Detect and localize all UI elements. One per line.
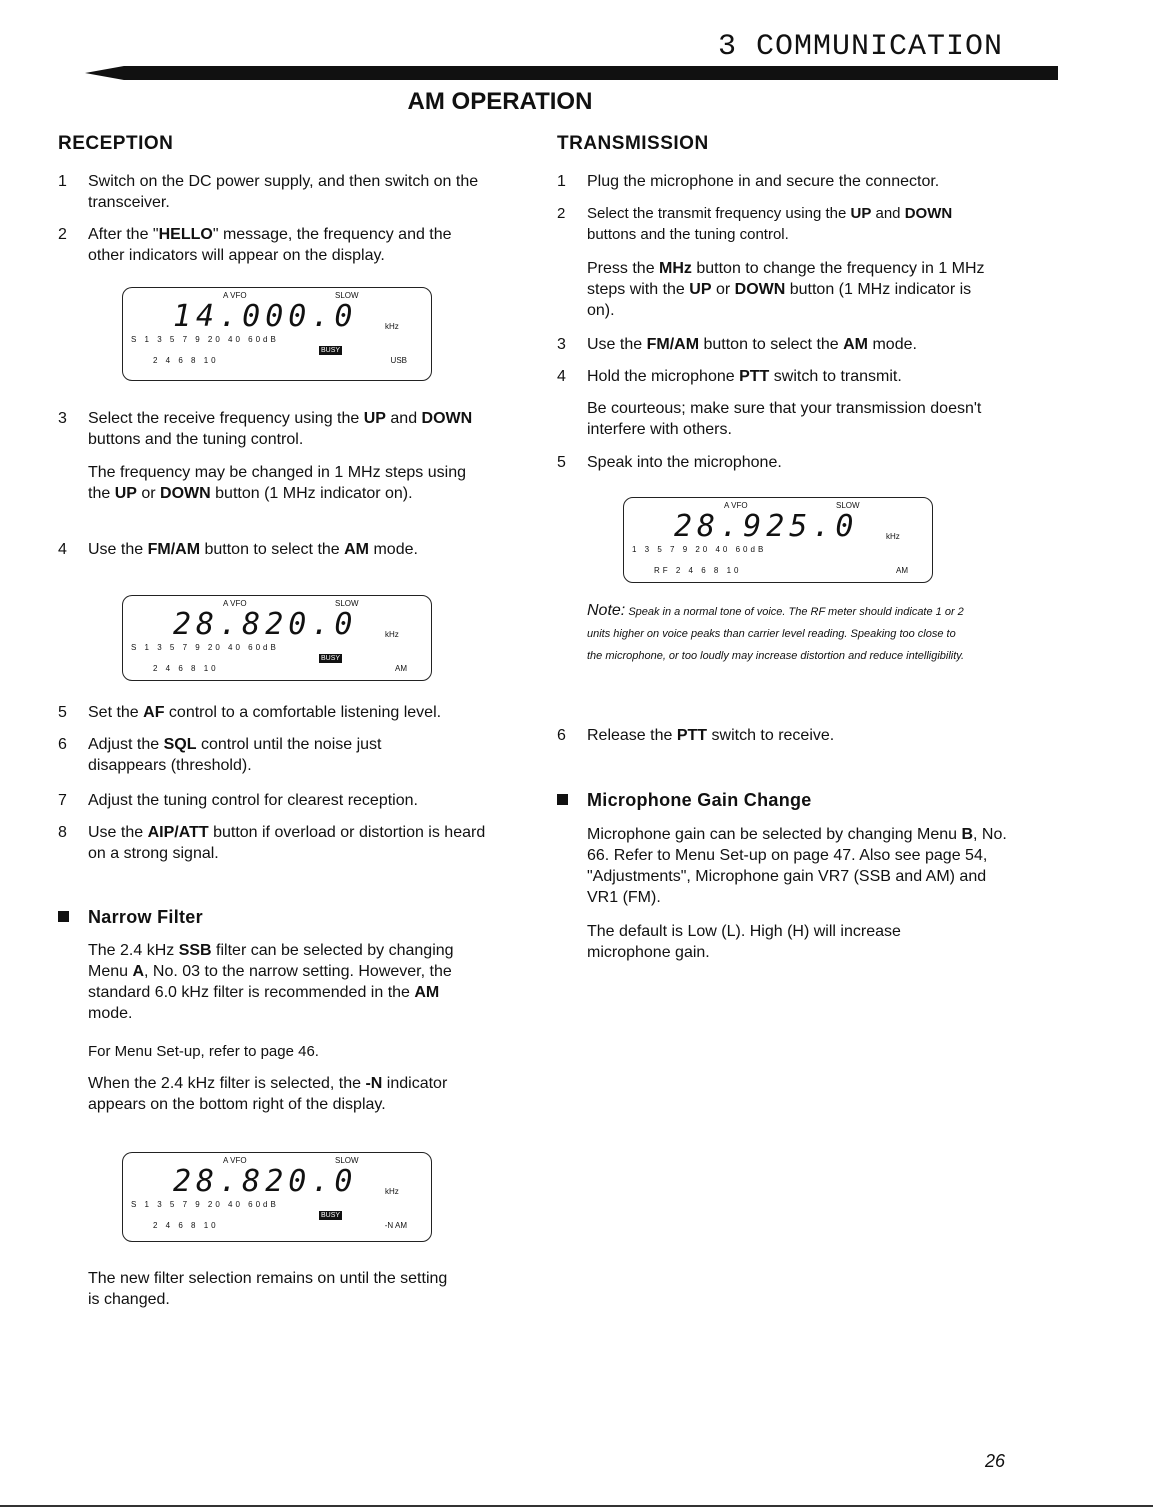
s-meter-scale: S 1 3 5 7 9 20 40 60dB [131,643,279,652]
khz-unit: kHz [385,322,399,331]
text-run: Press the [587,260,660,277]
bold-term: AM [843,336,869,353]
busy-indicator: BUSY [321,655,341,662]
text-run: After the " [88,226,159,243]
slow-indicator: SLOW [836,501,860,510]
text-run: control to a comfortable listening level. [164,704,442,721]
text-run: The new filter selection remains on until the setting is changed. [88,1270,448,1308]
bold-term: UP [689,281,712,298]
vfo-indicator: A VFO [223,291,247,300]
text-run: Speak into the microphone. [587,454,782,471]
bold-term: DOWN [421,410,473,427]
s-meter-scale-lower: 2 4 6 8 10 [153,356,219,365]
bold-term: FM/AM [646,336,700,353]
text-run: Switch on the DC power supply, and then switch on the transceiver. [88,173,479,211]
bullet-square-icon [557,794,568,805]
text-run: switch to receive. [707,727,835,744]
mode-indicator: -N AM [384,1221,407,1230]
text-run: " message, the frequency and the other indicators will appear on the display. [88,226,452,264]
transmission-step [557,334,1007,355]
khz-unit: kHz [385,1187,399,1196]
note-label: Note: [587,602,626,619]
text-run: Set the [88,704,144,721]
step-number: 3 [557,336,566,353]
step-number: 1 [58,173,67,190]
text-run: control until the noise just disappears (threshold). [88,736,382,774]
lcd-display [122,595,432,681]
step-number: 6 [557,727,566,744]
vfo-indicator: A VFO [223,599,247,608]
transmission-step [557,171,1007,192]
frequency-readout: 14.000.0 [173,299,358,334]
text-run: button if overload or distortion is heard on a strong signal. [88,824,486,862]
step-number: 2 [557,205,566,222]
reception-step [88,462,473,504]
note-text: Speak in a normal tone of voice. The RF meter should indicate 1 or 2 units higher on voice peaks than carrier level reading. Speaking too close to the microphone, or too loudly may increase distortion and reduce intelligibility. [587,606,965,662]
reception-step [58,224,488,266]
text-run: and [871,205,905,222]
page-number: 26 [985,1451,1006,1471]
text-run: Microphone gain can be selected by changing Menu [587,826,962,843]
text-run: button (1 MHz indicator on). [210,485,413,502]
step-number: 8 [58,824,67,841]
bold-term: -N [365,1075,383,1092]
bold-term: SSB [178,942,212,959]
text-run: Select the transmit frequency using the [587,205,851,222]
text-run: Use the [88,824,148,841]
text-run: switch to transmit. [769,368,902,385]
mic-gain-heading [587,789,812,811]
bold-term: DOWN [160,485,211,502]
heading-text: Narrow Filter [88,907,203,927]
text-run: The default is Low (L). High (H) will increase microphone gain. [587,923,901,961]
bold-term: DOWN [904,205,953,222]
text-run: When the 2.4 kHz filter is selected, the [88,1075,366,1092]
slow-indicator: SLOW [335,1156,359,1165]
bullet-square-icon [58,911,69,922]
frequency-readout: 28.820.0 [173,607,358,642]
s-meter-scale: 1 3 5 7 9 20 40 60dB [632,545,767,554]
reception-step [58,822,498,864]
reception-step [58,408,478,450]
text-run: , No. 03 to the narrow setting. However, the standard 6.0 kHz filter is recommended in the [88,963,452,1001]
step-number: 6 [58,736,67,753]
note [587,600,972,667]
text-run: Select the receive frequency using the [88,410,364,427]
bold-term: A [132,963,145,980]
transmission-step [557,366,1007,387]
busy-indicator: BUSY [321,1212,341,1219]
text-run: button (1 MHz indicator is on). [587,281,972,319]
bold-term: UP [850,205,872,222]
frequency-readout: 28.925.0 [674,509,859,544]
text-run: , No. 66. Refer to Menu Set-up on page 47. Also see page 54, "Adjustments", Microphone gain VR7 (SSB and AM) and VR1 (FM). [587,826,1007,906]
reception-step [58,171,488,213]
text-run: button to change the frequency in 1 MHz steps with the [587,260,985,298]
lcd-display [122,1152,432,1242]
step-number: 1 [557,173,566,190]
transmission-heading: TRANSMISSION [557,133,709,154]
narrow-filter-heading [88,906,203,928]
narrow-para [88,1041,473,1062]
s-meter-scale: S 1 3 5 7 9 20 40 60dB [131,335,279,344]
text-run: The frequency may be changed in 1 MHz steps using the [88,464,466,502]
chapter-header: 3 COMMUNICATION [717,30,1003,64]
header-rule [85,66,1058,80]
busy-indicator: BUSY [321,347,341,354]
bold-term: AF [143,704,165,721]
bold-term: AIP/ATT [147,824,209,841]
mic-para [587,921,967,963]
lcd-display [122,287,432,381]
frequency-readout: 28.820.0 [173,1164,358,1199]
step-number: 5 [58,704,67,721]
reception-step [58,734,448,776]
heading-text: Microphone Gain Change [587,790,812,810]
khz-unit: kHz [886,532,900,541]
bold-term: B [961,826,974,843]
narrow-para [88,1268,458,1310]
bold-term: AM [344,541,370,558]
vfo-indicator: A VFO [724,501,748,510]
step-number: 4 [557,368,566,385]
text-run: button to select the [699,336,844,353]
text-run: filter can be selected by changing Menu [88,942,454,980]
text-run: Adjust the [88,736,164,753]
bold-term: FM/AM [147,541,201,558]
transmission-step [557,452,987,473]
text-run: Release the [587,727,677,744]
slow-indicator: SLOW [335,291,359,300]
mode-indicator: AM [395,664,407,673]
page-title: AM OPERATION [407,88,593,115]
transmission-step [587,398,987,440]
transmission-step [587,258,992,321]
s-meter-scale: S 1 3 5 7 9 20 40 60dB [131,1200,279,1209]
step-number: 2 [58,226,67,243]
text-run: button to select the [200,541,345,558]
step-number: 5 [557,454,566,471]
reception-step [58,702,498,723]
text-run: Be courteous; make sure that your transmission doesn't interfere with others. [587,400,982,438]
bold-term: PTT [739,368,770,385]
step-number: 7 [58,792,67,809]
bold-term: AM [414,984,440,1001]
vfo-indicator: A VFO [223,1156,247,1165]
text-run: buttons and the tuning control. [587,226,789,243]
bold-term: PTT [676,727,708,744]
bold-term: HELLO [158,226,213,243]
lcd-display [623,497,933,583]
text-run: mode. [868,336,917,353]
text-run: Adjust the tuning control for clearest reception. [88,792,418,809]
step-number: 4 [58,541,67,558]
text-run: Use the [88,541,148,558]
text-run: and [385,410,422,427]
text-run: Hold the microphone [587,368,740,385]
text-run: mode. [88,1005,133,1022]
text-run: Use the [587,336,647,353]
bold-term: UP [114,485,137,502]
text-run: buttons and the tuning control. [88,431,304,448]
text-run: For Menu Set-up, refer to page 46. [88,1043,319,1060]
khz-unit: kHz [385,630,399,639]
reception-step [58,539,488,560]
transmission-step [557,725,987,746]
mic-para [587,824,1017,908]
bold-term: UP [363,410,386,427]
mode-indicator: AM [896,566,908,575]
text-run: or [711,281,735,298]
text-run: mode. [369,541,418,558]
bold-term: DOWN [734,281,786,298]
step-number: 3 [58,410,67,427]
slow-indicator: SLOW [335,599,359,608]
bold-term: MHz [659,260,692,277]
s-meter-scale-lower: 2 4 6 8 10 [153,1221,219,1230]
reception-heading: RECEPTION [58,133,174,154]
narrow-para [88,940,473,1024]
reception-step [58,790,498,811]
text-run: or [136,485,161,502]
footer-rule [0,1505,1153,1507]
text-run: Plug the microphone in and secure the connector. [587,173,940,190]
mode-indicator: USB [390,356,407,365]
text-run: indicator appears on the bottom right of the display. [88,1075,448,1113]
bold-term: SQL [163,736,197,753]
transmission-step [557,203,987,245]
narrow-para [88,1073,458,1115]
s-meter-scale-lower: RF 2 4 6 8 10 [654,566,742,575]
text-run: The 2.4 kHz [88,942,179,959]
s-meter-scale-lower: 2 4 6 8 10 [153,664,219,673]
